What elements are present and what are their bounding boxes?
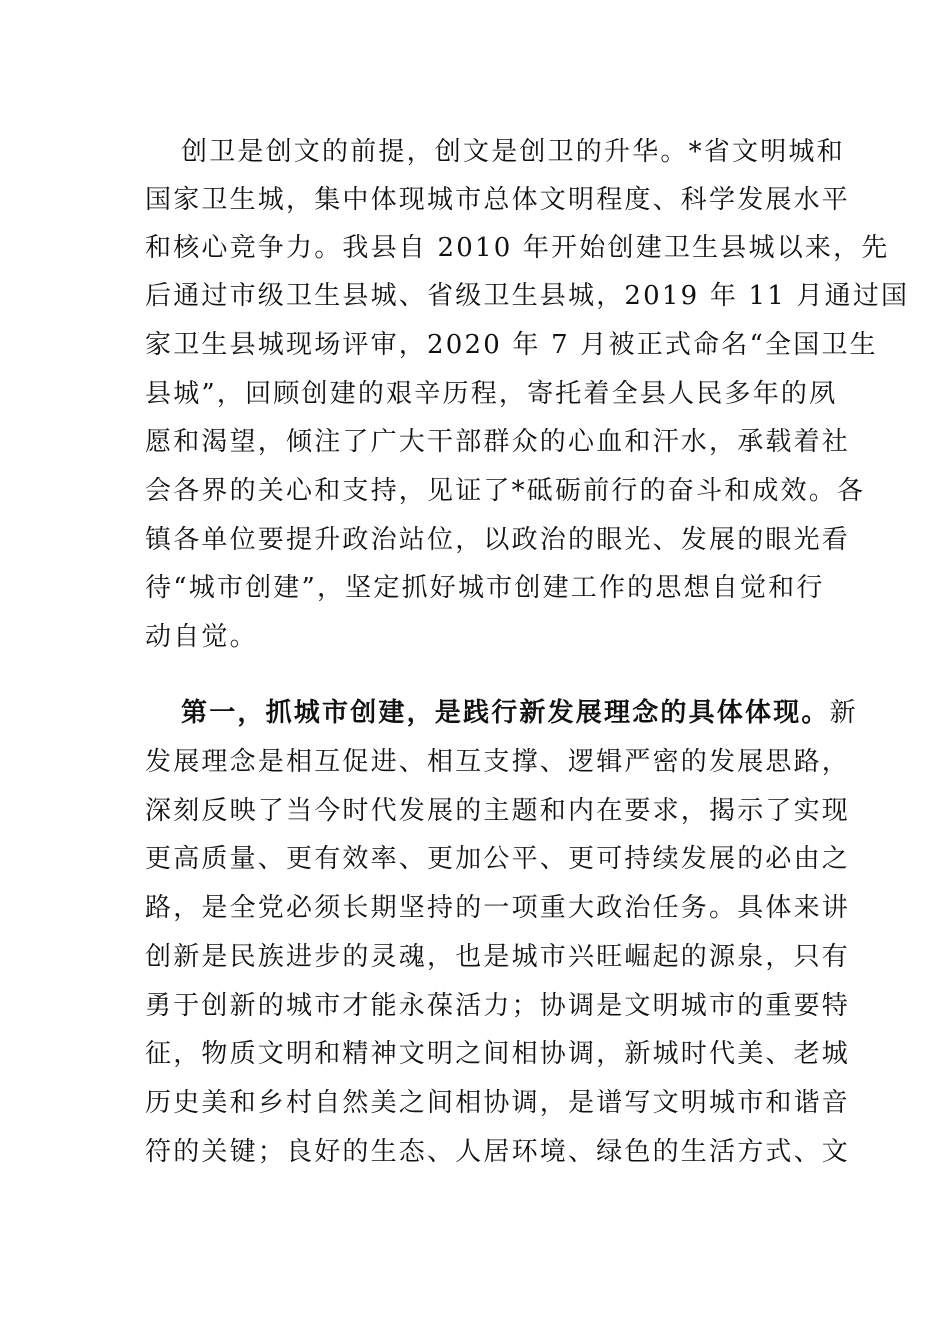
- paragraph-2-line-8: 征，物质文明和精神文明之间相协调，新城时代美、老城: [145, 1039, 851, 1069]
- paragraph-2-line-3: 深刻反映了当今时代发展的主题和内在要求，揭示了实现: [145, 796, 851, 826]
- paragraph-1-line-6: 县城”，回顾创建的艰辛历程，寄托着全县人民多年的夙: [145, 379, 838, 409]
- paragraph-2-heading: 第一，抓城市创建，是践行新发展理念的具体体现。: [181, 698, 830, 728]
- paragraph-1-line-1: 创卫是创文的前提，创文是创卫的升华。*省文明城和: [181, 137, 845, 167]
- paragraph-1-line-8: 会各界的关心和支持，见证了*砥砺前行的奋斗和成效。各: [145, 476, 866, 506]
- paragraph-1-line-11: 动自觉。: [145, 622, 258, 652]
- paragraph-2-line-9: 历史美和乡村自然美之间相协调，是谱写文明城市和谐音: [145, 1088, 851, 1118]
- paragraph-1-line-4: 后通过市级卫生县城、省级卫生县城，2019 年 11 月通过国: [145, 281, 910, 311]
- paragraph-2-line-2: 发展理念是相互促进、相互支撑、逻辑严密的发展思路，: [145, 747, 851, 777]
- paragraph-2-heading-tail: 新: [829, 698, 858, 728]
- paragraph-1-line-10: 待“城市创建”，坚定抓好城市创建工作的思想自觉和行: [145, 573, 825, 603]
- paragraph-1-line-9: 镇各单位要提升政治站位，以政治的眼光、发展的眼光看: [145, 525, 851, 555]
- paragraph-2-line-7: 勇于创新的城市才能永葆活力；协调是文明城市的重要特: [145, 991, 851, 1021]
- paragraph-1-line-3: 和核心竞争力。我县自 2010 年开始创建卫生县城以来，先: [145, 233, 890, 263]
- paragraph-2-line-5: 路，是全党必须长期坚持的一项重大政治任务。具体来讲: [145, 893, 851, 923]
- paragraph-2-line-4: 更高质量、更有效率、更加公平、更可持续发展的必由之: [145, 844, 851, 874]
- paragraph-1-line-5: 家卫生县城现场评审，2020 年 7 月被正式命名“全国卫生: [145, 330, 878, 360]
- paragraph-1-line-7: 愿和渴望，倾注了广大干部群众的心血和汗水，承载着社: [145, 427, 851, 457]
- paragraph-2-line-10: 符的关键；良好的生态、人居环境、绿色的生活方式、文: [145, 1137, 851, 1167]
- paragraph-2-first-line: [181, 693, 858, 733]
- paragraph-2-line-6: 创新是民族进步的灵魂，也是城市兴旺崛起的源泉，只有: [145, 942, 851, 972]
- paragraph-1-line-2: 国家卫生城，集中体现城市总体文明程度、科学发展水平: [145, 185, 851, 215]
